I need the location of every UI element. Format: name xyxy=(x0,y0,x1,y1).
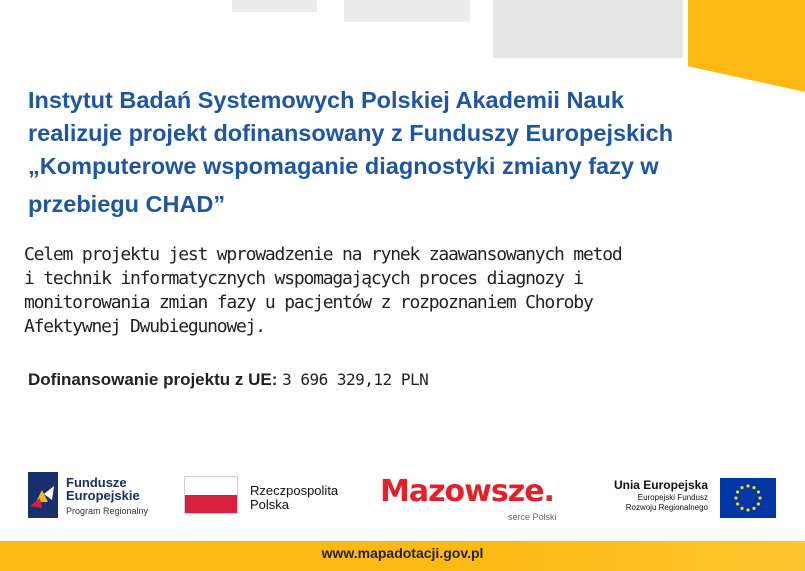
unia-europejska-logo xyxy=(608,474,798,524)
title-line-4: przebiegu CHAD” xyxy=(28,191,226,217)
funding-value: 3 696 329,12 PLN xyxy=(282,370,429,389)
header-decoration-2 xyxy=(344,0,470,22)
description-line-4: Afektywnej Dwubiegunowej. xyxy=(24,316,265,337)
funding-label: Dofinansowanie projektu z UE: xyxy=(28,370,278,389)
funding-amount xyxy=(28,370,428,390)
description-line-3: monitorowania zmian fazy u pacjentów z rozpoznaniem Choroby xyxy=(24,292,593,313)
footer-url[interactable]: www.mapadotacji.gov.pl xyxy=(321,545,484,561)
title-line-2: realizuje projekt dofinansowany z Funduszy Europejskich xyxy=(28,120,674,146)
fe-line-1: Fundusze xyxy=(66,475,127,490)
rp-line-2: Polska xyxy=(250,497,290,512)
fe-sub: Program Regionalny xyxy=(66,506,149,516)
header-decoration-3 xyxy=(493,0,683,58)
title-line-1: Instytut Badań Systemowych Polskiej Akademii Nauk xyxy=(28,87,624,113)
rzeczpospolita-polska-logo xyxy=(184,476,354,516)
description-line-1: Celem projektu jest wprowadzenie na rynek zaawansowanych metod xyxy=(24,244,622,265)
project-description xyxy=(24,243,704,339)
eu-flag-icon xyxy=(720,478,776,518)
project-title xyxy=(28,84,748,221)
fe-star-icon xyxy=(28,472,58,518)
mazowsze-word: Mazowsze. xyxy=(380,474,554,509)
rp-line-1: Rzeczpospolita xyxy=(250,483,339,498)
description-line-2: i technik informatycznych wspomagających proces diagnozy i xyxy=(24,268,583,289)
title-line-3: „Komputerowe wspomaganie diagnostyki zmiany fazy w xyxy=(28,153,659,179)
ue-line-3: Rozwoju Regionalnego xyxy=(625,503,708,512)
logo-bar xyxy=(0,468,805,528)
fundusze-europejskie-logo xyxy=(28,472,178,522)
ue-line-1: Unia Europejska xyxy=(613,478,708,492)
header-decoration-yellow xyxy=(688,0,805,92)
polish-flag-icon xyxy=(184,476,238,514)
ue-line-2: Europejski Fundusz xyxy=(637,493,708,502)
mazowsze-sub: serce Polski xyxy=(508,512,557,522)
header-decoration-1 xyxy=(232,0,317,12)
fe-line-2: Europejskie xyxy=(66,488,140,503)
mazowsze-logo xyxy=(380,474,580,524)
